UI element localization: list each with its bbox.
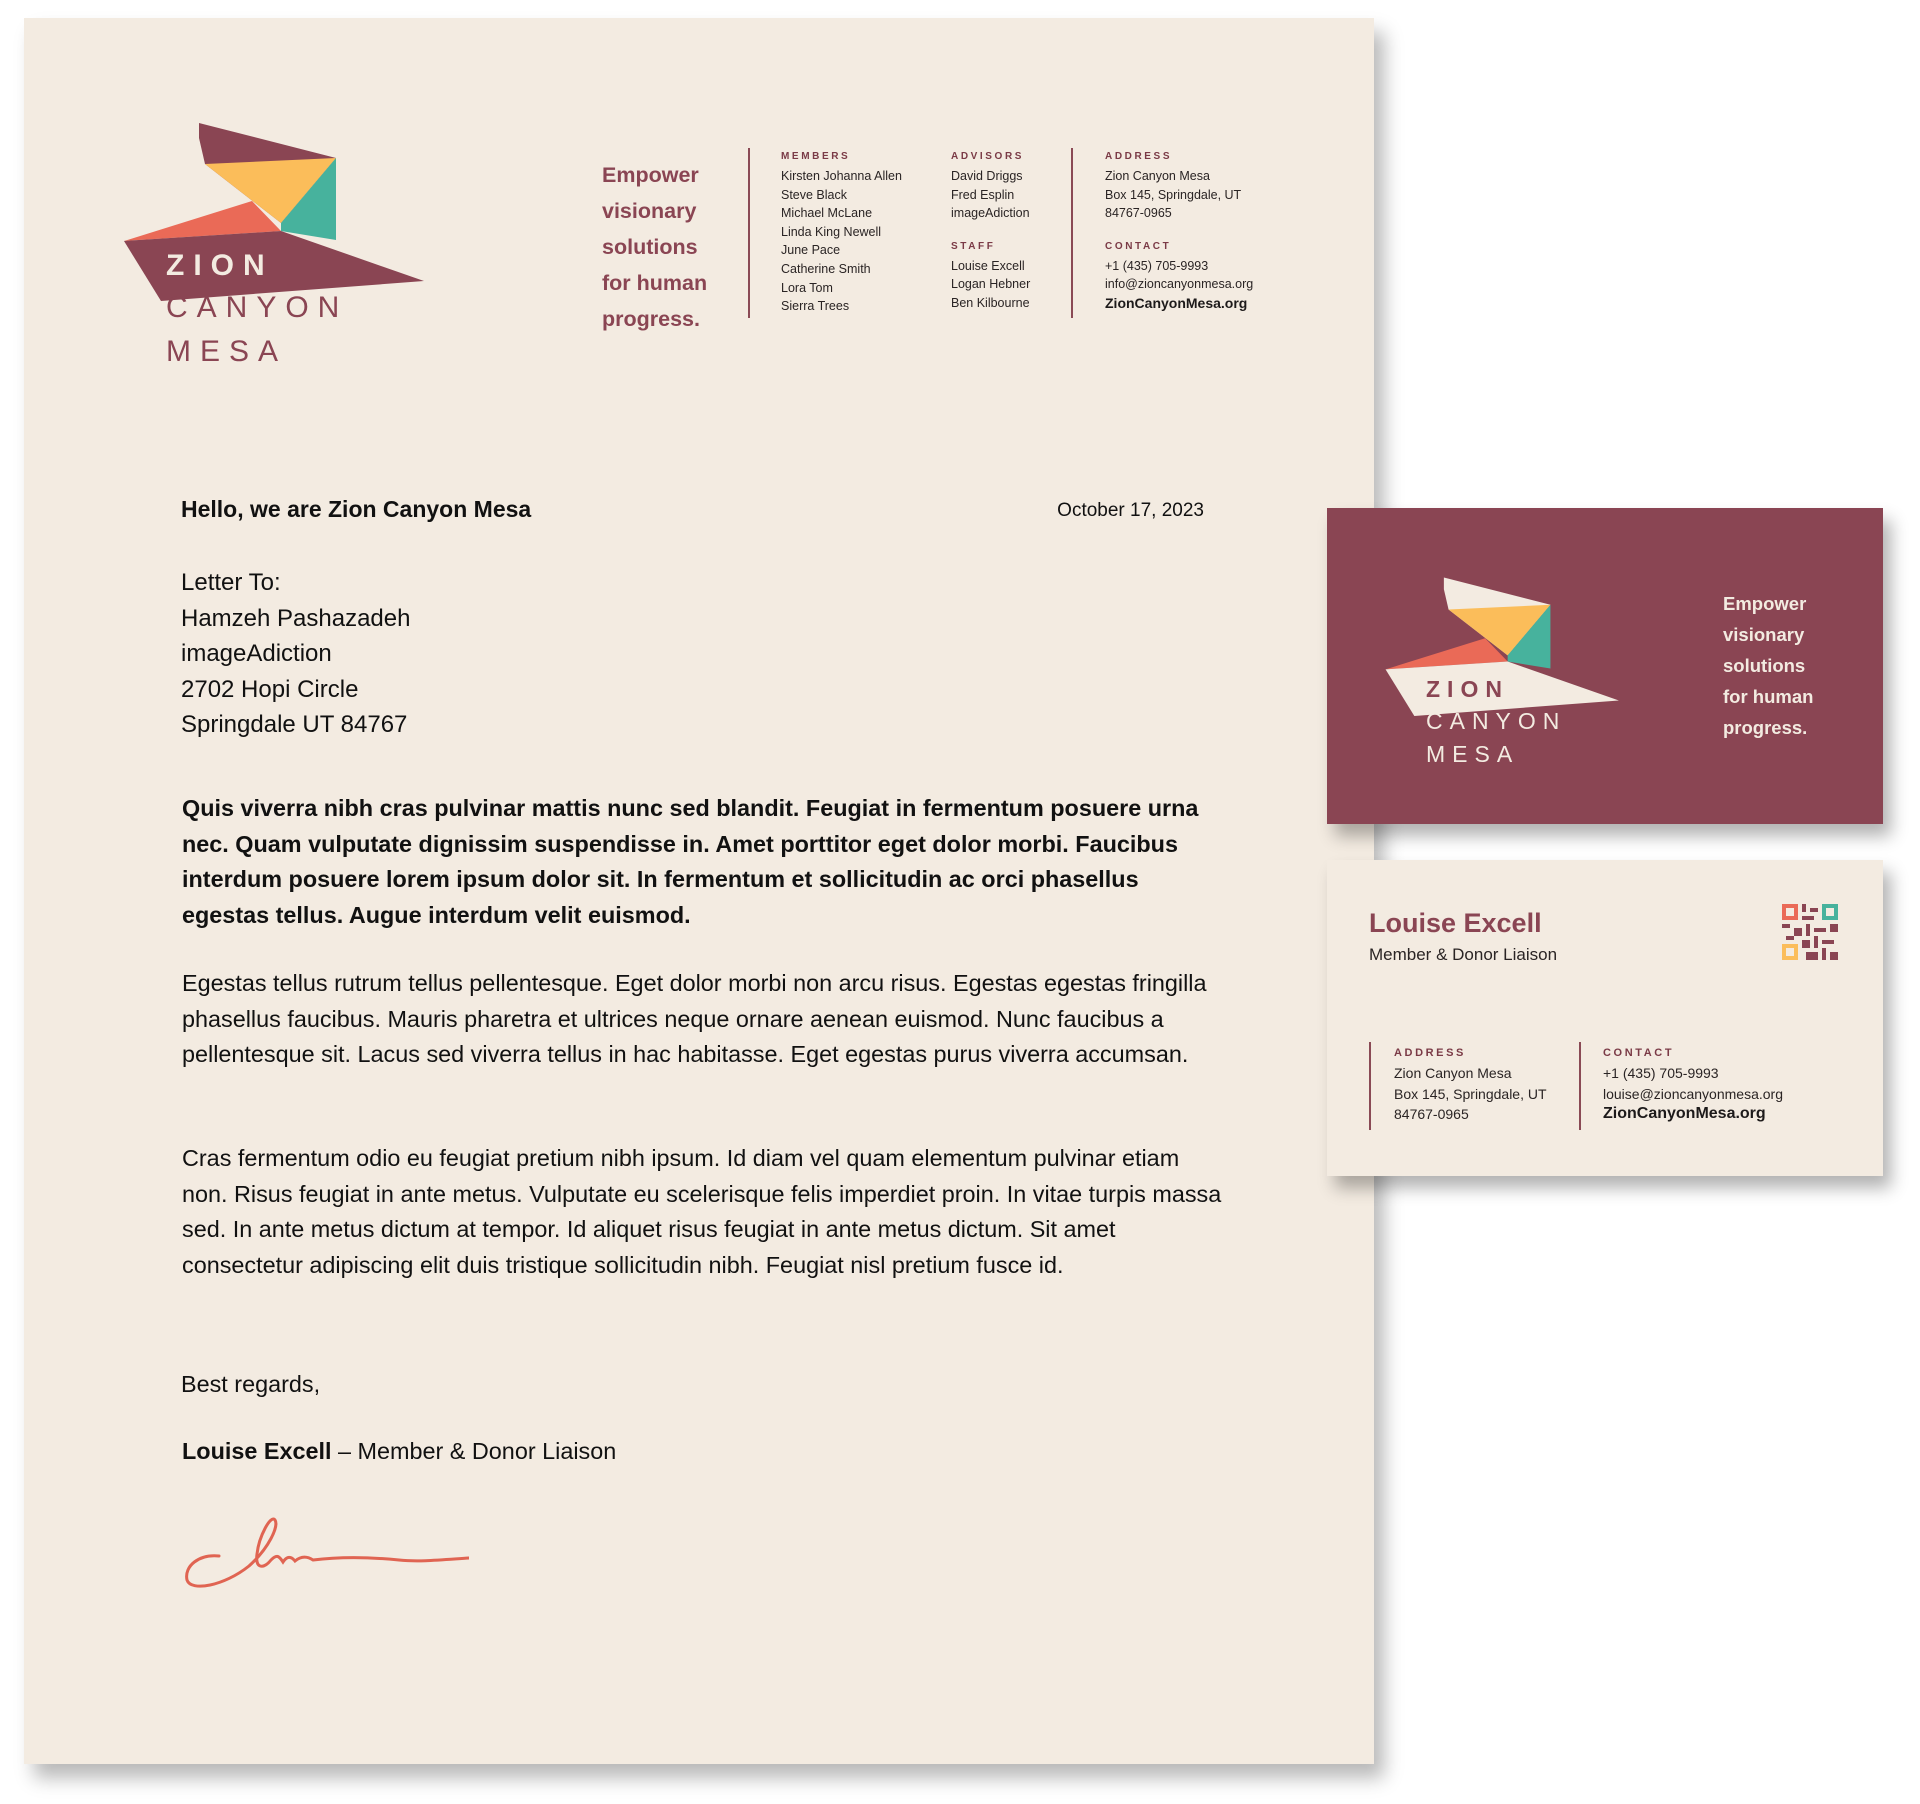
tagline-line: Empower — [1723, 593, 1807, 614]
tagline-line: solutions — [602, 235, 698, 259]
members-column — [781, 150, 902, 316]
card-name: Louise Excell — [1369, 908, 1542, 938]
signer-name: Louise Excell — [182, 1438, 332, 1464]
tagline-line: progress. — [602, 307, 700, 331]
staff-name: Logan Hebner — [951, 277, 1031, 292]
letter-paragraph: Cras fermentum odio eu feugiat pretium nibh ipsum. Id diam vel quam elementum pulvinar etiam non. Risus feugiat in ante metus. Vulputate eu scelerisque felis imperdiet proin. In vitae turpis massa sed. In ante metus dictum at tempor. Id aliquet risus feugiat in ante metus dictum. Sit amet consectetur adipiscing elit duis tristique sollicitudin nibh. Feugiat nisl pretium fusce id. — [182, 1145, 1222, 1278]
contact-website[interactable]: ZionCanyonMesa.org — [1603, 1105, 1766, 1122]
card-address-column — [1394, 1046, 1547, 1125]
member-name: Linda King Newell — [781, 224, 882, 239]
recipient-line: imageAdiction — [181, 640, 332, 667]
address-line: Zion Canyon Mesa — [1105, 169, 1210, 183]
logo-word-zion: ZION — [1426, 676, 1509, 702]
advisors-heading: ADVISORS — [951, 151, 1025, 162]
logo-word-zion: ZION — [166, 249, 274, 282]
brand-logo — [124, 103, 444, 373]
logo-word-mesa: MESA — [1426, 741, 1520, 767]
member-name: Steve Black — [781, 187, 848, 202]
signer-line — [182, 1438, 616, 1465]
card-tagline — [1723, 588, 1813, 743]
address-line: Box 145, Springdale, UT — [1394, 1085, 1547, 1102]
business-card-front — [1327, 508, 1883, 824]
business-card-back — [1327, 860, 1883, 1176]
logo-mark-icon — [124, 103, 444, 373]
card-contact-heading: CONTACT — [1603, 1047, 1675, 1059]
card-logo — [1385, 562, 1635, 772]
recipient-line: Hamzeh Pashazadeh — [181, 604, 411, 632]
member-name: Lora Tom — [781, 280, 833, 295]
member-name: Kirsten Johanna Allen — [781, 169, 902, 183]
logo-word-mesa: MESA — [166, 335, 288, 368]
tagline-line: progress. — [1723, 717, 1808, 738]
letterhead-sheet — [24, 18, 1374, 1764]
member-name: June Pace — [781, 243, 841, 258]
card-address-heading: ADDRESS — [1394, 1047, 1466, 1059]
staff-name: Ben Kilbourne — [951, 295, 1030, 310]
recipient-block — [181, 565, 410, 743]
card-title: Member & Donor Liaison — [1369, 945, 1558, 964]
tagline-line: Empower — [602, 163, 699, 187]
letter-greeting: Hello, we are Zion Canyon Mesa — [181, 496, 532, 522]
address-line: 84767-0965 — [1105, 206, 1172, 221]
divider — [1579, 1042, 1581, 1130]
tagline-line: for human — [1723, 686, 1814, 707]
letter-closing: Best regards, — [181, 1371, 321, 1397]
divider — [1369, 1042, 1371, 1130]
address-line: 84767-0965 — [1394, 1106, 1469, 1122]
advisor-name: David Driggs — [951, 169, 1023, 183]
contact-website[interactable]: ZionCanyonMesa.org — [1105, 294, 1248, 311]
divider — [748, 148, 750, 318]
contact-phone[interactable]: +1 (435) 705-9993 — [1105, 258, 1209, 273]
tagline-line: visionary — [1723, 624, 1805, 645]
staff-name: Louise Excell — [951, 258, 1025, 273]
qr-code-icon — [1782, 904, 1838, 965]
contact-phone[interactable]: +1 (435) 705-9993 — [1603, 1065, 1719, 1081]
card-contact-column — [1603, 1046, 1783, 1125]
contact-heading: CONTACT — [1105, 240, 1172, 252]
tagline — [602, 157, 707, 337]
letter-paragraph-intro: Quis viverra nibh cras pulvinar mattis nunc sed blandit. Feugiat in fermentum posuere urna nec. Quam vulputate dignissim suspendisse in. Amet porttitor eget dolor morbi. Faucibus interdum posuere lorem ipsum dolor sit. In fermentum et sollicitudin ac orci phasellus egestas tellus. Augue interdum velit euismod. — [182, 795, 1199, 928]
member-name: Michael McLane — [781, 206, 873, 221]
tagline-line: visionary — [602, 199, 697, 223]
staff-heading: STAFF — [951, 240, 996, 252]
advisors-column — [951, 150, 1030, 313]
tagline-line: for human — [602, 271, 708, 295]
members-heading: MEMBERS — [781, 151, 851, 162]
advisor-name: imageAdiction — [951, 206, 1030, 221]
recipient-line: Springdale UT 84767 — [181, 711, 408, 738]
tagline-line: solutions — [1723, 655, 1806, 676]
address-column — [1105, 150, 1253, 313]
advisor-name: Fred Esplin — [951, 187, 1015, 202]
handwritten-signature — [179, 1496, 469, 1601]
recipient-line: Letter To: — [181, 569, 281, 596]
logo-word-canyon: CANYON — [1426, 708, 1567, 734]
divider — [1071, 148, 1073, 318]
letter-date: October 17, 2023 — [1057, 500, 1204, 521]
logo-word-canyon: CANYON — [166, 291, 349, 324]
address-line: Zion Canyon Mesa — [1394, 1065, 1512, 1081]
address-heading: ADDRESS — [1105, 151, 1173, 162]
address-line: Box 145, Springdale, UT — [1105, 187, 1242, 202]
recipient-line: 2702 Hopi Circle — [181, 675, 359, 703]
contact-email[interactable]: info@zioncanyonmesa.org — [1105, 277, 1254, 292]
contact-email[interactable]: louise@zioncanyonmesa.org — [1603, 1085, 1783, 1102]
letter-paragraph: Egestas tellus rutrum tellus pellentesque. Eget dolor morbi non arcu risus. Egestas egestas fringilla phasellus faucibus. Mauris pharetra et ultrices neque ornare aenean euismod. Nunc faucibus a pellentesque sit. Lacus sed viverra tellus in hac habitasse. Eget egestas purus viverra accumsan. — [182, 970, 1207, 1067]
signer-role: – Member & Donor Liaison — [331, 1438, 617, 1464]
member-name: Catherine Smith — [781, 261, 871, 276]
member-name: Sierra Trees — [781, 299, 850, 314]
